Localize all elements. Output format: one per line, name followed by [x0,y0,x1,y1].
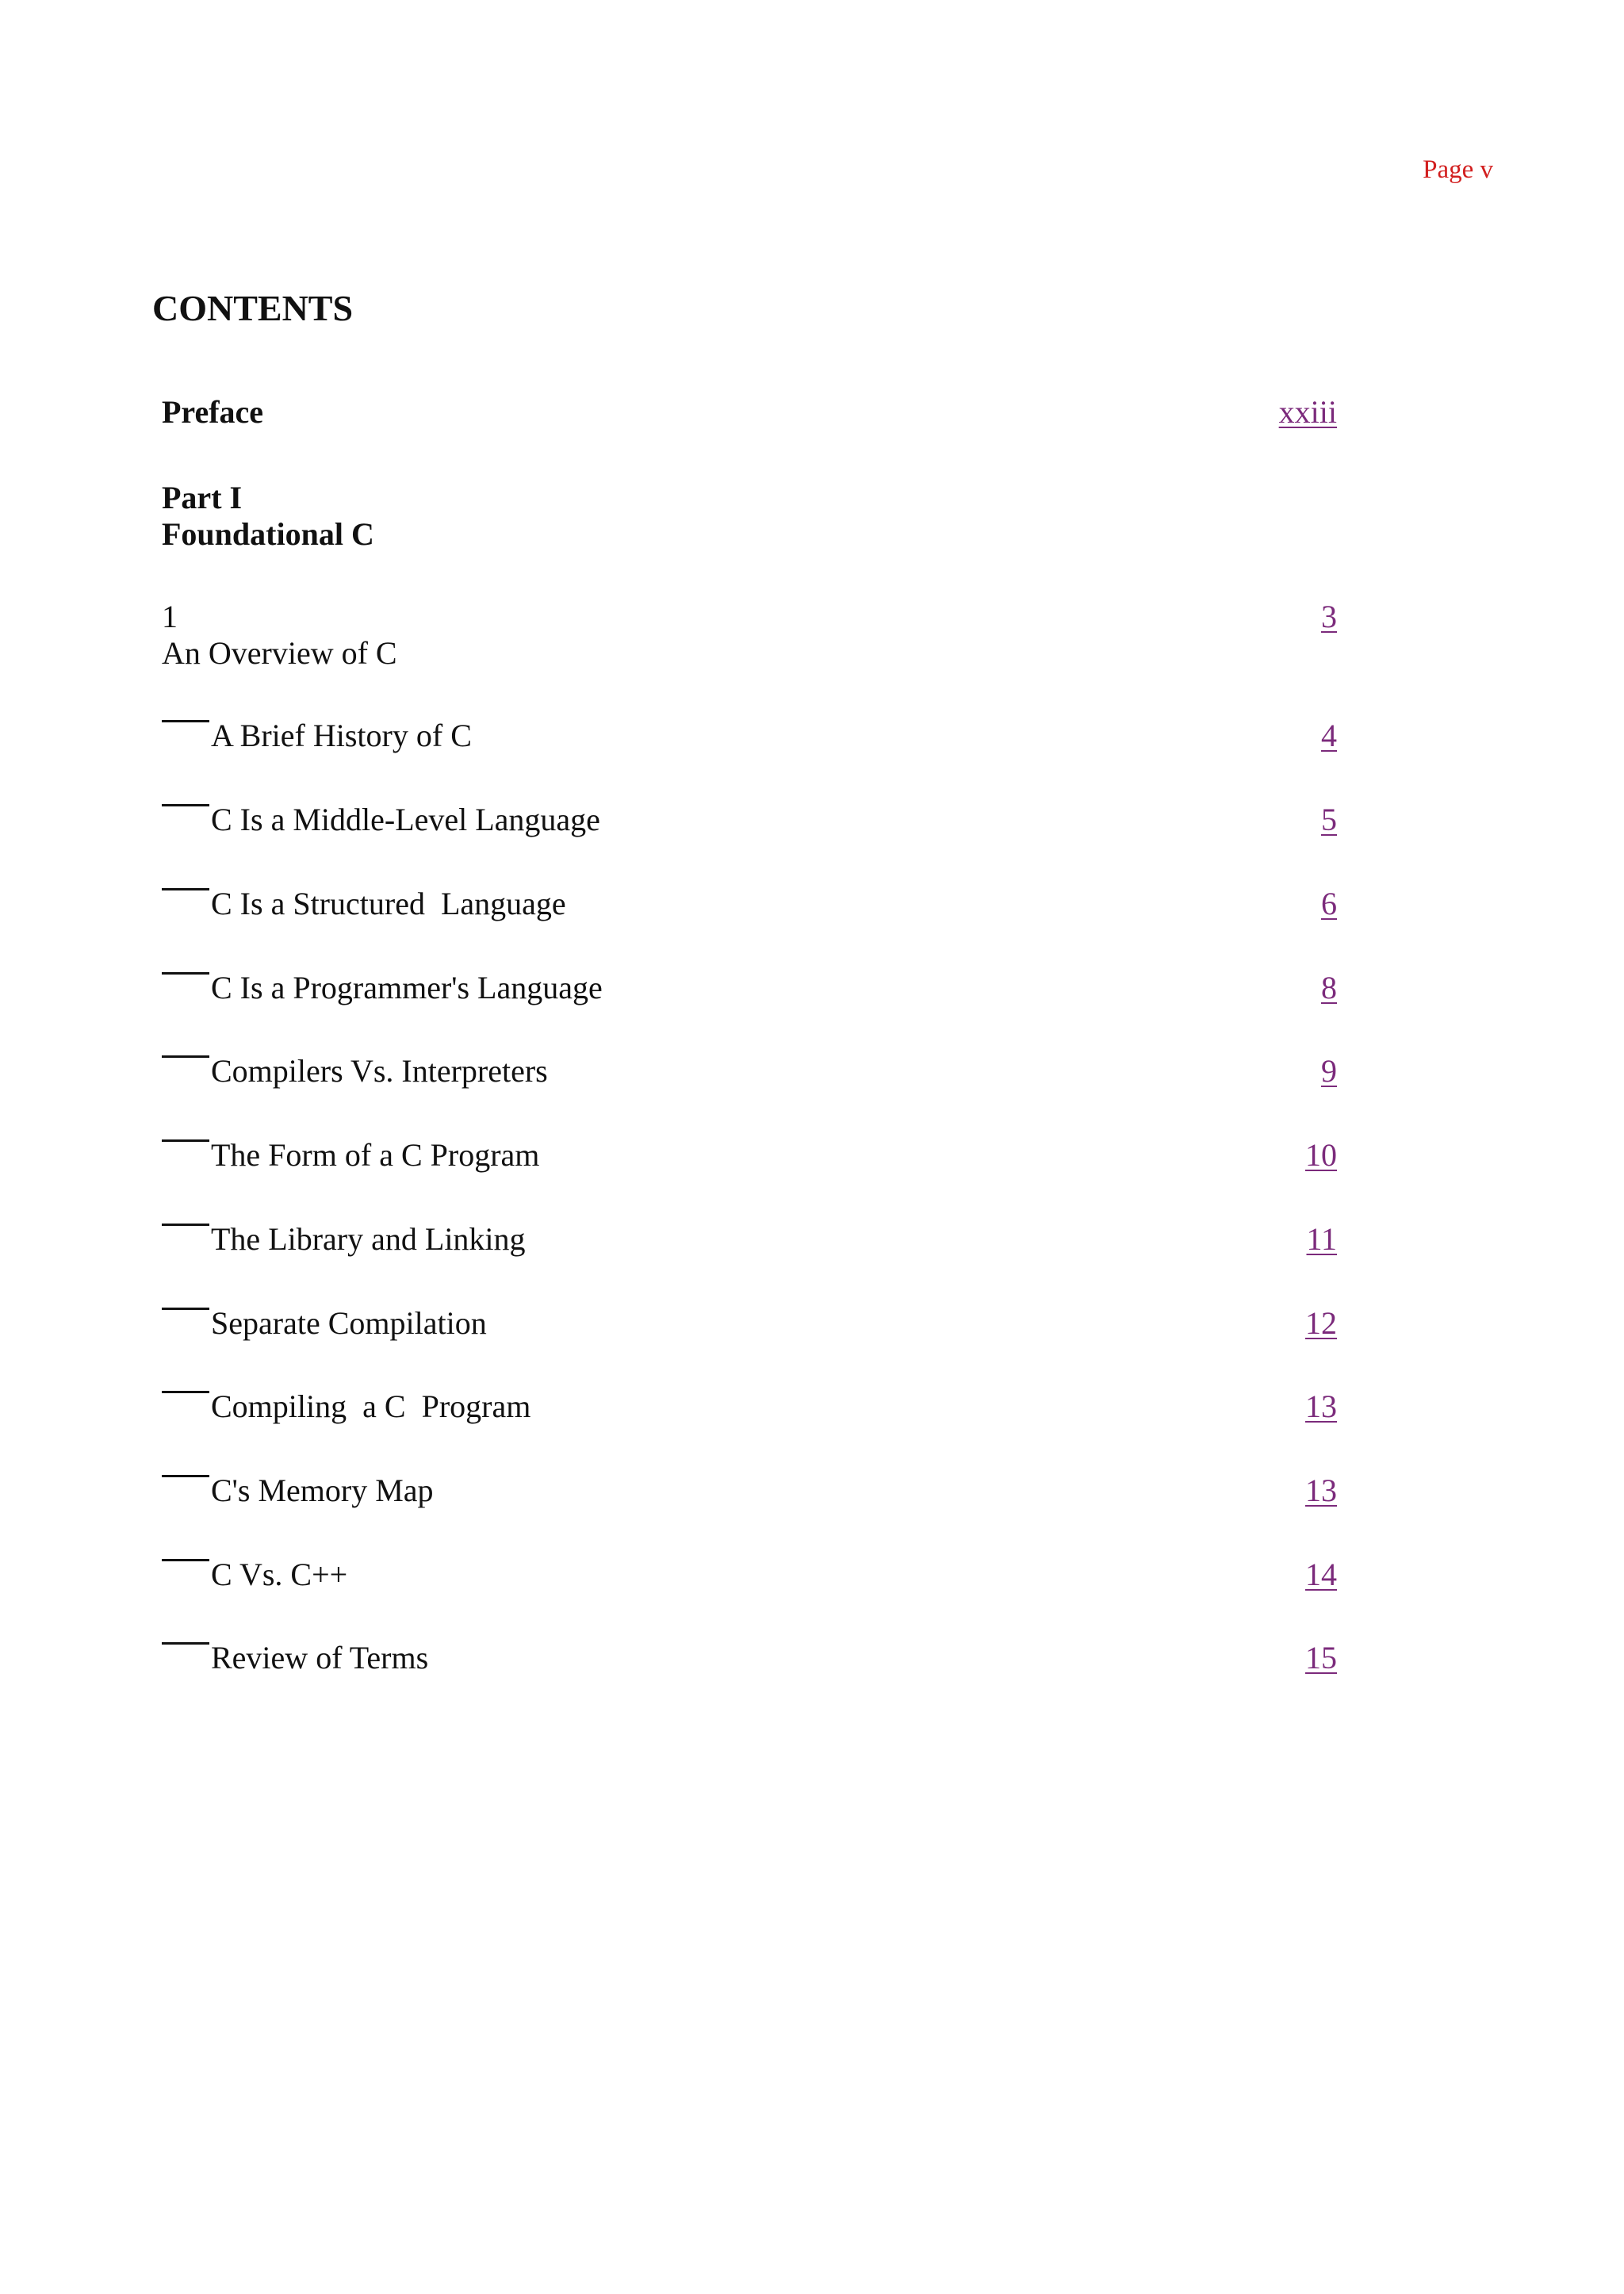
section-dash [162,1308,209,1310]
toc-section-page-link[interactable]: 6 [1321,886,1337,921]
toc-section-label: Compilers Vs. Interpreters [211,1053,548,1089]
toc-section-page-link[interactable]: 13 [1305,1473,1337,1508]
toc-preface-label: Preface [162,394,264,430]
section-dash [162,1642,209,1645]
section-dash [162,1224,209,1226]
toc-preface-page-link[interactable]: xxiii [1278,394,1337,430]
table-of-contents [162,0,1337,2294]
toc-section-page-link[interactable]: 9 [1321,1053,1337,1089]
toc-section-label: C Is a Structured Language [211,886,566,921]
toc-chapter-title: An Overview of C [162,635,397,671]
toc-chapter-page-link[interactable]: 3 [1321,599,1337,634]
toc-section-page-link[interactable]: 8 [1321,970,1337,1005]
toc-section-label: Separate Compilation [211,1305,487,1341]
page-title: CONTENTS [152,288,354,328]
toc-section-page-link[interactable]: 13 [1305,1388,1337,1424]
toc-section-page-link[interactable]: 15 [1305,1640,1337,1676]
toc-part-block [162,480,374,553]
toc-chapter-block [162,599,397,672]
section-dash [162,1055,209,1058]
toc-part-title: Foundational C [162,516,374,552]
section-dash [162,888,209,890]
toc-section-label: Compiling a C Program [211,1388,531,1424]
section-dash [162,1475,209,1477]
toc-section-label: A Brief History of C [211,718,472,753]
section-dash [162,972,209,975]
section-dash [162,1559,209,1561]
toc-section-label: The Library and Linking [211,1221,526,1257]
toc-section-page-link[interactable]: 10 [1305,1137,1337,1173]
toc-section-page-link[interactable]: 14 [1305,1557,1337,1592]
toc-chapter-number: 1 [162,599,178,634]
toc-section-label: C Is a Programmer's Language [211,970,603,1005]
toc-section-page-link[interactable]: 12 [1305,1305,1337,1341]
toc-section-page-link[interactable]: 5 [1321,802,1337,837]
toc-section-label: C Is a Middle-Level Language [211,802,600,837]
section-dash [162,720,209,722]
toc-part-label: Part I [162,480,243,515]
toc-section-page-link[interactable]: 11 [1306,1221,1337,1257]
toc-section-label: C Vs. C++ [211,1557,348,1592]
toc-section-label: The Form of a C Program [211,1137,540,1173]
section-dash [162,1391,209,1393]
section-dash [162,804,209,806]
page-number: Page v [1423,155,1493,184]
toc-section-label: Review of Terms [211,1640,429,1676]
toc-section-page-link[interactable]: 4 [1321,718,1337,753]
section-dash [162,1139,209,1142]
toc-section-label: C's Memory Map [211,1473,434,1508]
